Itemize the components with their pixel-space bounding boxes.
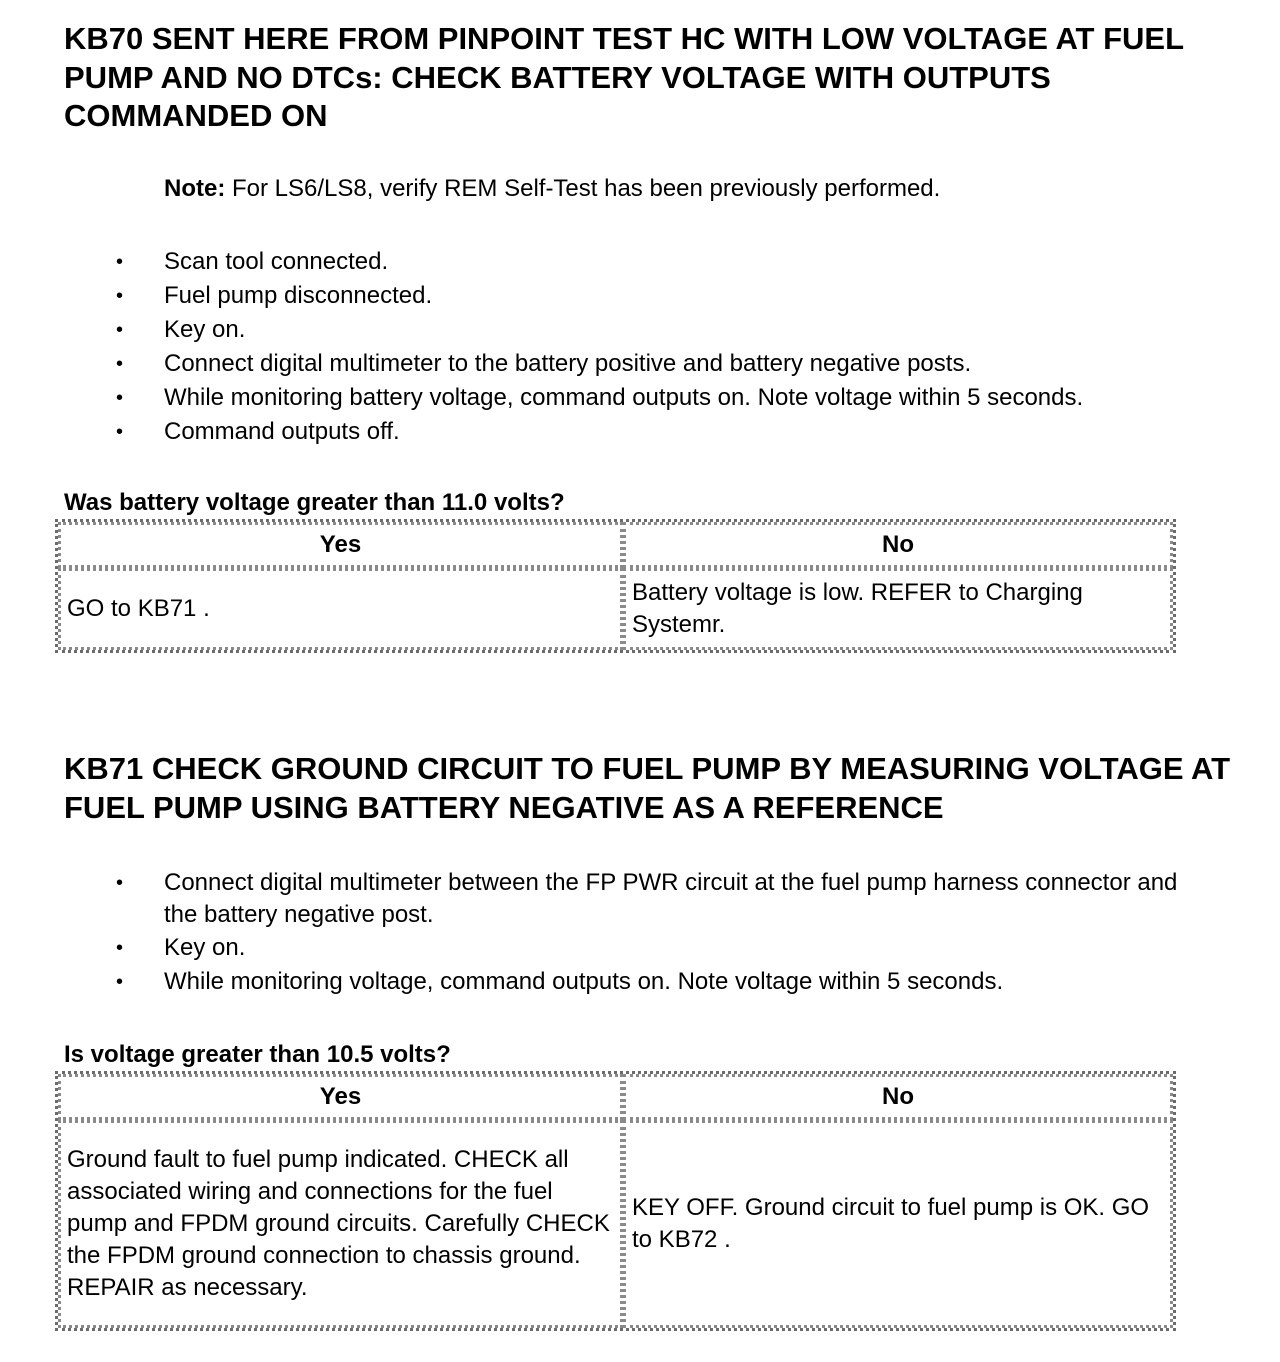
header-no: No — [623, 522, 1173, 568]
step-text: While monitoring battery voltage, command outputs on. Note voltage within 5 seconds. — [164, 384, 1084, 411]
step-text: Key on. — [164, 934, 246, 961]
kb71-answer-table — [55, 1071, 1176, 1331]
bullet-icon: • — [116, 971, 124, 993]
step-text: Connect digital multimeter to the battery positive and battery negative posts. — [164, 350, 972, 377]
list-item — [0, 347, 1260, 381]
list-item — [0, 245, 1260, 279]
step-text: Command outputs off. — [164, 418, 400, 445]
bullet-icon: • — [116, 872, 124, 894]
kb70-question: Was battery voltage greater than 11.0 volts? — [64, 489, 565, 516]
table-row — [58, 1120, 1173, 1328]
list-item — [0, 313, 1260, 347]
note-label: Note: — [164, 175, 226, 202]
kb70-steps-list — [0, 245, 1260, 449]
kb71-heading: KB71 CHECK GROUND CIRCUIT TO FUEL PUMP BY MEASURING VOLTAGE AT FUEL PUMP USING BATTERY NEGATIVE AS A REFERENCE — [64, 751, 1231, 825]
cell-yes: GO to KB71 . — [58, 568, 623, 650]
kb71-steps-list — [0, 867, 1200, 999]
cell-yes: Ground fault to fuel pump indicated. CHECK all associated wiring and connections for the fuel pump and FPDM ground circuits. Carefully CHECK the FPDM ground connection to chassis ground. REPAIR as necessary. — [58, 1120, 623, 1328]
list-item — [0, 867, 1200, 931]
list-item — [0, 965, 1200, 999]
list-item — [0, 381, 1260, 415]
header-yes: Yes — [58, 1074, 623, 1120]
cell-no: KEY OFF. Ground circuit to fuel pump is OK. GO to KB72 . — [623, 1120, 1173, 1328]
step-text: Key on. — [164, 316, 246, 343]
bullet-icon: • — [116, 353, 124, 375]
kb70-heading: KB70 SENT HERE FROM PINPOINT TEST HC WITH LOW VOLTAGE AT FUEL PUMP AND NO DTCs: CHECK BATTERY VOLTAGE WITH OUTPUTS COMMANDED ON — [64, 21, 1184, 133]
note-text: For LS6/LS8, verify REM Self-Test has been previously performed. — [225, 175, 941, 202]
bullet-icon: • — [116, 285, 124, 307]
cell-no: Battery voltage is low. REFER to Charging Systemr. — [623, 568, 1173, 650]
list-item — [0, 415, 1260, 449]
table-header-row — [58, 522, 1173, 568]
step-text: Fuel pump disconnected. — [164, 282, 433, 309]
list-item — [0, 931, 1200, 965]
kb70-answer-table — [55, 519, 1176, 653]
step-text: While monitoring voltage, command outputs on. Note voltage within 5 seconds. — [164, 968, 1004, 995]
table-header-row — [58, 1074, 1173, 1120]
table-row — [58, 568, 1173, 650]
step-text: Connect digital multimeter between the FP PWR circuit at the fuel pump harness connector and the battery negative post. — [164, 869, 1178, 928]
kb71-question: Is voltage greater than 10.5 volts? — [64, 1041, 451, 1068]
note — [164, 174, 940, 204]
bullet-icon: • — [116, 387, 124, 409]
step-text: Scan tool connected. — [164, 248, 389, 275]
header-no: No — [623, 1074, 1173, 1120]
list-item — [0, 279, 1260, 313]
bullet-icon: • — [116, 319, 124, 341]
header-yes: Yes — [58, 522, 623, 568]
bullet-icon: • — [116, 251, 124, 273]
bullet-icon: • — [116, 937, 124, 959]
bullet-icon: • — [116, 421, 124, 443]
